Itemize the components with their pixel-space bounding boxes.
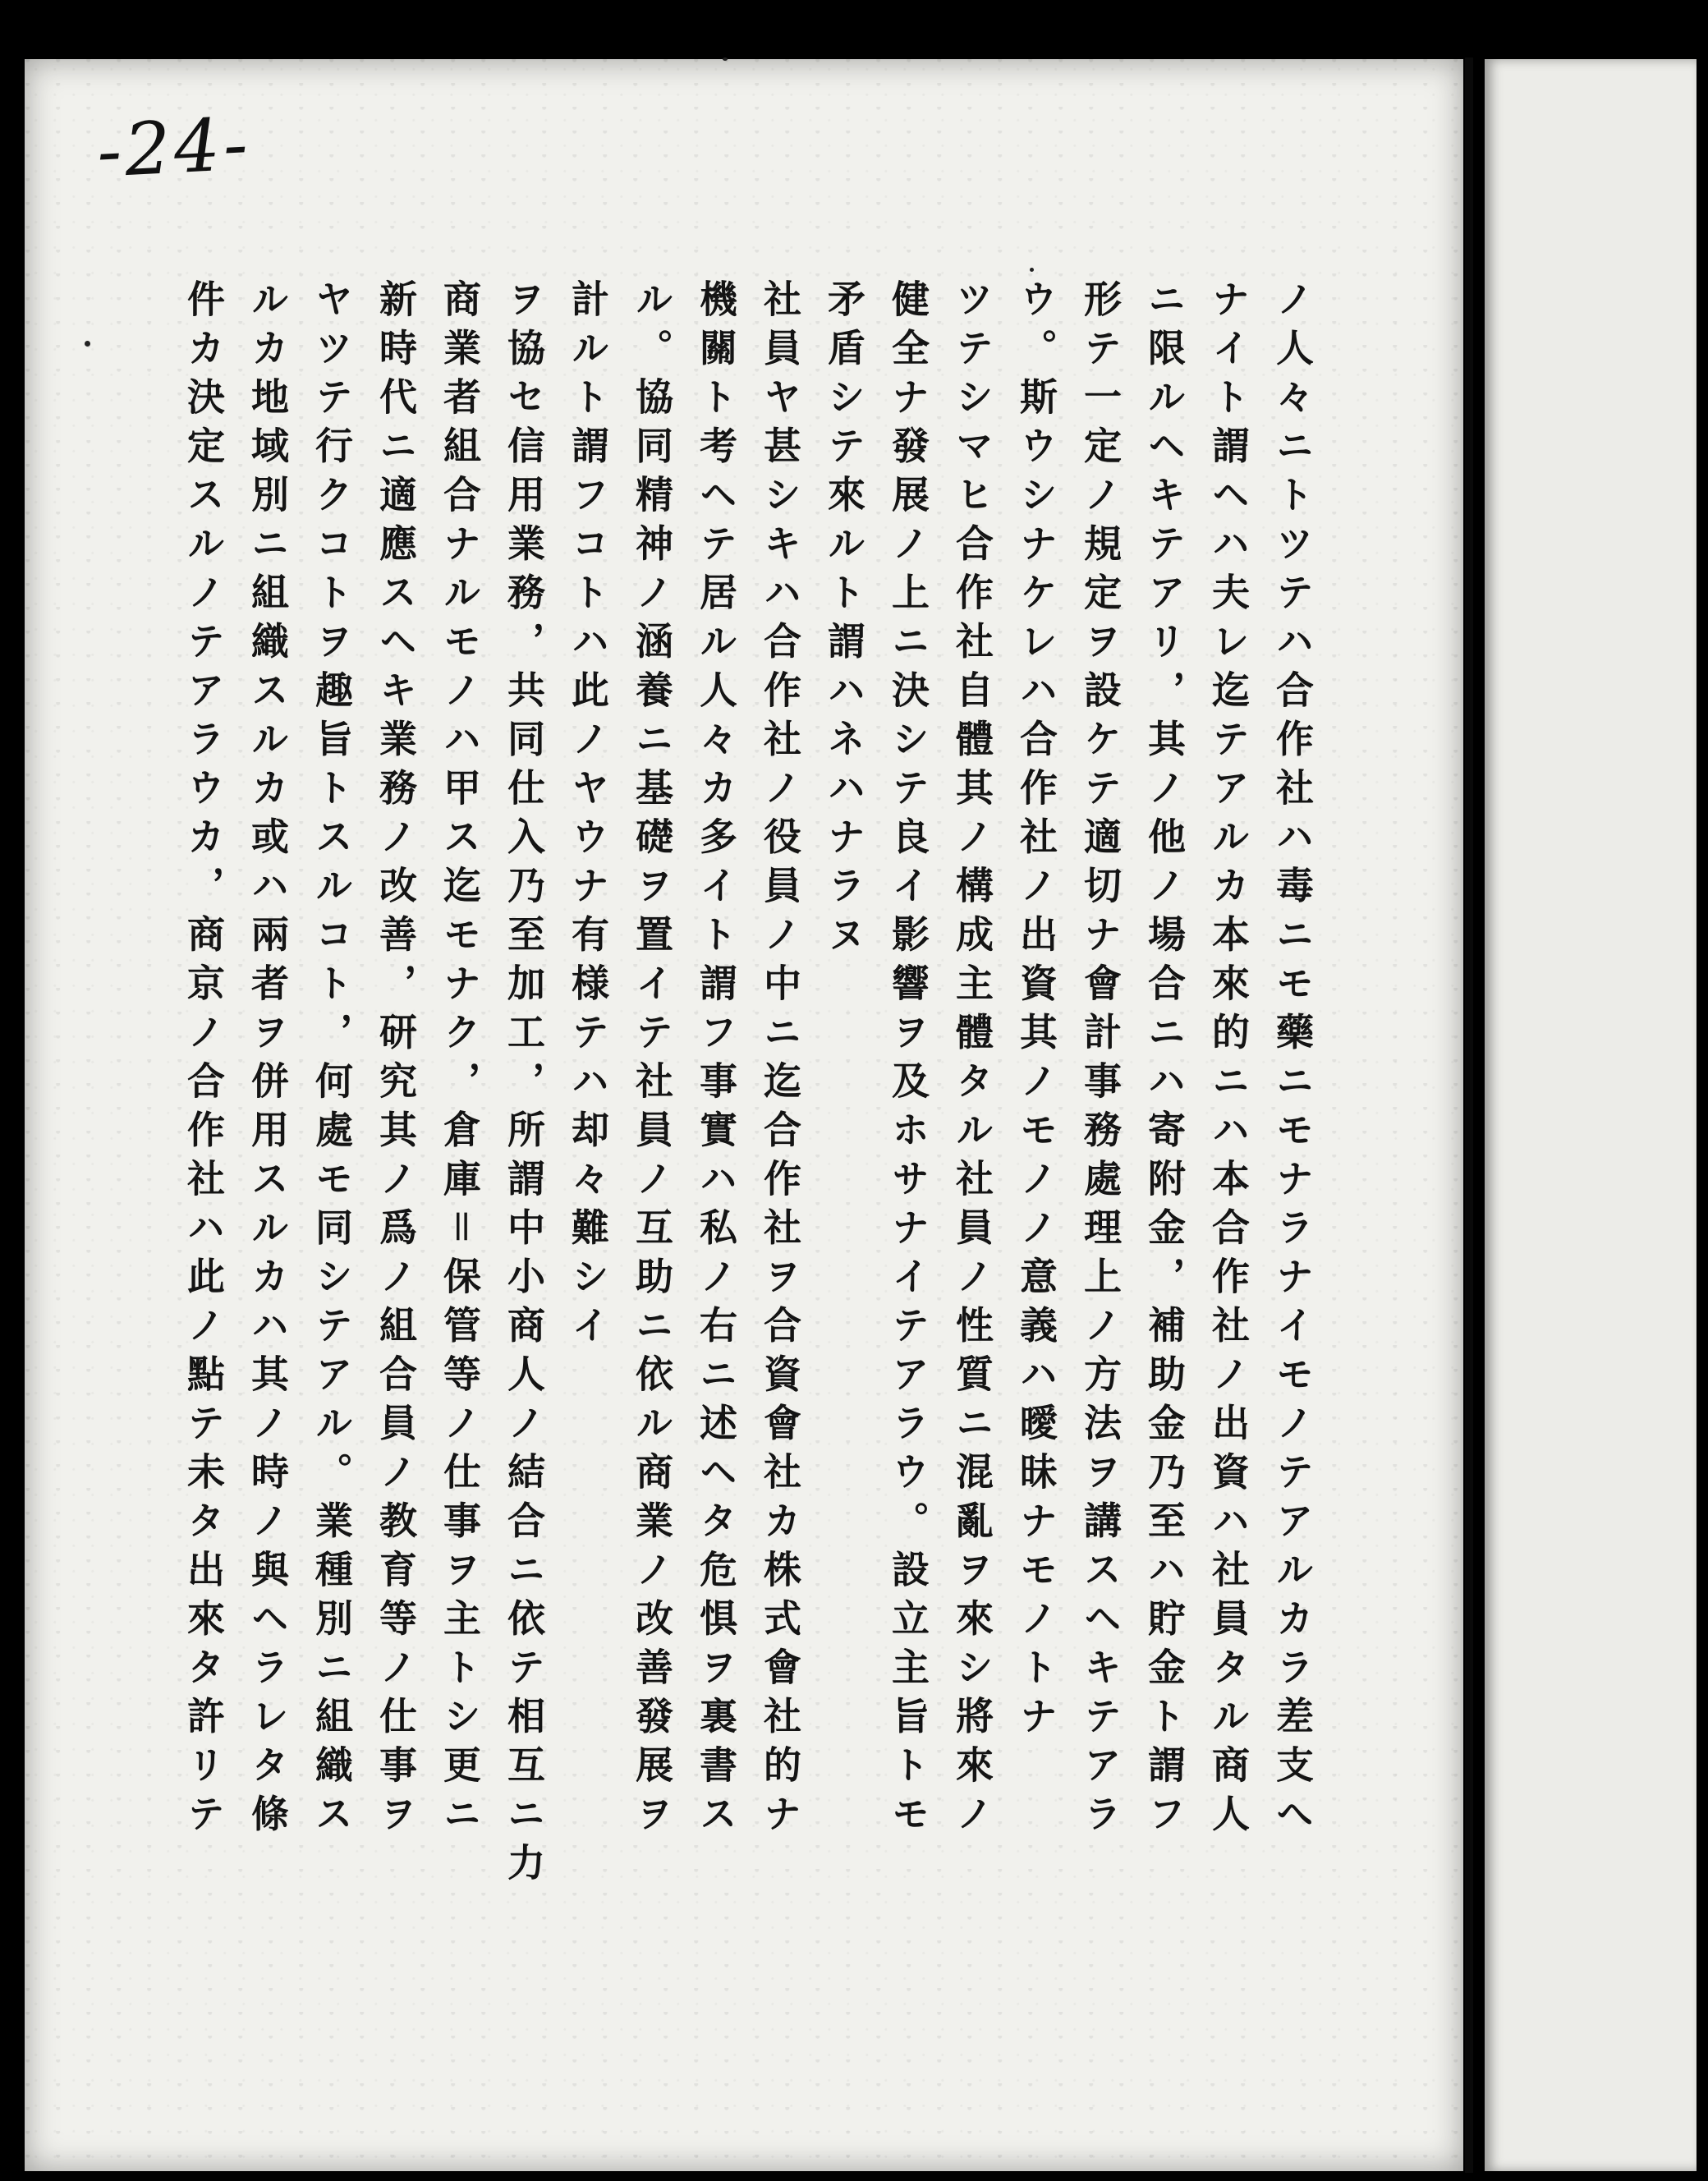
ink-speck: [1030, 268, 1034, 272]
text-column: 形テ一定ノ規定ヲ設ケテ適切ナ會計事務處理上ノ方法ヲ講スヘキテアラ: [1078, 279, 1123, 1843]
text-column: ル。協同精神ノ涵養ニ基礎ヲ置イテ社員ノ互助ニ依ル商業ノ改善發展ヲ: [630, 279, 674, 1843]
text-column: ウ。斯ウシナケレハ合作社ノ出資其ノモノノ意義ハ曖昧ナモノトナ: [1014, 279, 1058, 1745]
text-column: 新時代ニ適應スヘキ業務ノ改善，研究其ノ爲ノ組合員ノ教育等ノ仕事ヲ: [374, 279, 418, 1843]
text-column: ヲ協セ信用業務，共同仕入乃至加工，所謂中小商人ノ結合ニ依テ相互ニ力: [502, 279, 546, 1892]
text-column: 機關ト考ヘテ居ル人々カ多イト謂フ事實ハ私ノ右ニ述ヘタ危惧ヲ裏書ス: [694, 279, 738, 1843]
text-column: ナイト謂ヘハ夫レ迄テアルカ本來的ニハ本合作社ノ出資ハ社員タル商人: [1206, 279, 1251, 1843]
text-column: ノ人々ニトツテハ合作社ハ毒ニモ藥ニモナラナイモノテアルカラ差支へ: [1270, 279, 1315, 1843]
page-divider: [1465, 57, 1473, 2173]
text-column: ヤツテ行クコトヲ趣旨トスルコト，何處モ同シテアル。業種別ニ組織ス: [310, 279, 354, 1843]
text-column: 件カ決定スルノテアラウカ，商京ノ合作社ハ此ノ點テ未タ出來タ許リテ: [181, 279, 226, 1843]
text-column: ツテシマヒ合作社自體其ノ構成主體タル社員ノ性質ニ混亂ヲ來シ將來ノ: [950, 279, 994, 1843]
text-column: 社員ヤ甚シキハ合作社ノ役員ノ中ニ迄合作社ヲ合資會社カ株式會社的ナ: [758, 279, 802, 1843]
text-column: 健全ナ發展ノ上ニ決シテ良イ影響ヲ及ホサナイテアラウ。設立主旨トモ: [886, 279, 930, 1843]
ink-speck: [85, 341, 90, 347]
text-column: ニ限ルヘキテアリ，其ノ他ノ場合ニハ寄附金，補助金乃至ハ貯金ト謂フ: [1142, 279, 1187, 1843]
text-column: 商業者組合ナルモノハ甲ス迄モナク，倉庫＝保管等ノ仕事ヲ主トシ更ニ: [438, 279, 482, 1843]
text-column: ルカ地域別ニ組織スルカ或ハ兩者ヲ併用スルカハ其ノ時ノ與ヘラレタ條: [246, 279, 290, 1843]
text-column: 計ルト謂フコトハ此ノヤウナ有様テハ却々難シイ: [566, 279, 610, 1354]
text-column: 矛盾シテ來ルト謂ハネハナラヌ: [822, 279, 866, 963]
ink-speck: [723, 57, 728, 61]
adjacent-page-strip: [1485, 59, 1697, 2171]
page-number: -24-: [94, 101, 254, 194]
